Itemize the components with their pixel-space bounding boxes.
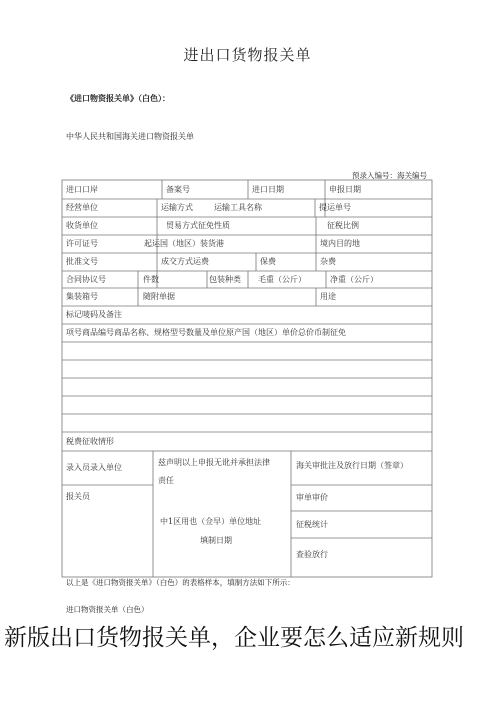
field-destination: 境内目的地: [320, 239, 360, 248]
field-container-no: 集装箱号: [66, 292, 98, 301]
field-deal-mode: 成交方式运费: [161, 257, 209, 266]
pre-entry-number: 预录入编号：海关编号: [352, 171, 427, 180]
field-import-date: 进口日期: [252, 185, 284, 194]
field-insurance: 保费: [260, 257, 276, 266]
field-tax-ratio: 征税比例: [327, 221, 359, 230]
form-sample-note: 以上是《进口物资报关单》（白色）的表格样本，填制方法如下所示：: [66, 578, 295, 587]
field-bill-no: 提运单号: [319, 203, 351, 212]
declaration-line-2: 责任: [158, 476, 174, 485]
field-review-price: 审单审价: [296, 493, 328, 502]
field-trade-mode: 贸易方式征免性质: [166, 221, 230, 230]
field-transport-mode: 运输方式: [161, 203, 193, 212]
declaration-line-1: 兹声明以上申报无讹并承担法律: [158, 458, 270, 467]
field-net-weight: 净重（公斤）: [330, 275, 378, 284]
article-caption: 新版出口货物报关单，企业要怎么适应新规则: [4, 625, 464, 651]
field-approval-no: 批准文号: [66, 257, 98, 266]
field-fill-date: 填制日期: [200, 536, 232, 545]
field-package-type: 包装种类: [209, 275, 241, 284]
field-origin-port: 起运国（地区）装货港: [144, 239, 224, 248]
goods-items-header: 项号商品编号商品名称、规格型号数量及单位原产国（地区）单价总价币制征免: [66, 328, 346, 337]
field-inspection-release: 查验放行: [296, 550, 328, 559]
field-tax-status: 税费征收情形: [66, 437, 114, 446]
field-contract-no: 合同协议号: [66, 275, 106, 284]
field-import-port: 进口口岸: [66, 185, 98, 194]
field-pieces: 件数: [143, 275, 159, 284]
field-declare-date: 申报日期: [329, 185, 361, 194]
field-business-unit: 经营单位: [66, 203, 98, 212]
form-subtitle: 《进口物资报关单》（白色）：: [66, 94, 170, 103]
field-attached-docs: 随附单据: [143, 292, 175, 301]
field-marks-remarks: 标记唛码及备注: [66, 310, 122, 319]
field-consignee: 收货单位: [66, 221, 98, 230]
field-entry-clerk: 录入员录入单位: [66, 463, 122, 472]
form-bottom-subtitle: 进口物资报关单（白色）: [66, 605, 149, 614]
document-title: 进出口货物报关单: [183, 46, 312, 64]
field-purpose: 用途: [320, 292, 336, 301]
field-transport-name: 运输工具名称: [214, 203, 262, 212]
customs-form-name: 中华人民共和国海关进口物资报关单: [66, 132, 194, 141]
field-misc-fees: 杂费: [320, 257, 336, 266]
field-record-no: 备案号: [166, 185, 190, 194]
field-license-no: 许可证号: [66, 239, 98, 248]
field-tax-statistics: 征税统计: [296, 520, 328, 529]
field-customs-approval: 海关审批注及放行日期（签章）: [296, 461, 408, 470]
field-broker: 报关员: [66, 492, 90, 501]
field-unit-address: 中1区用也（佥早）单位地址: [160, 517, 262, 526]
field-gross-weight: 毛重（公斤）: [258, 275, 306, 284]
